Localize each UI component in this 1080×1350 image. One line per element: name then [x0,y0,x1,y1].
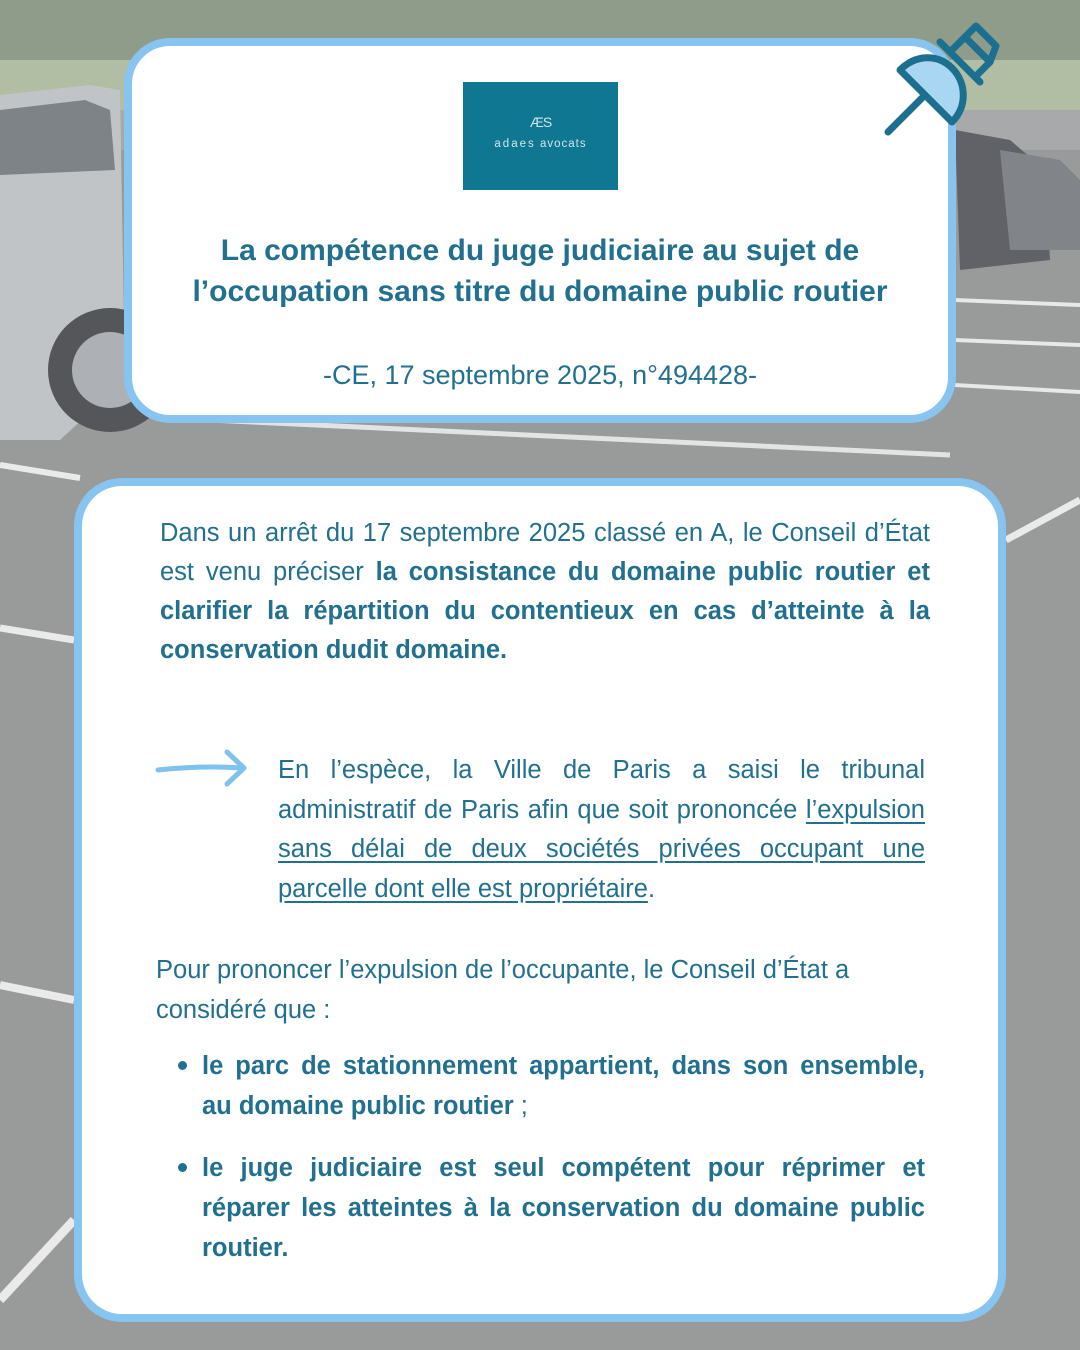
push-pin-icon [880,20,1002,142]
reasoning-intro: Pour prononcer l’expulsion de l’occupante, le Conseil d’État a considéré que : [156,956,850,1024]
facts-paragraph: En l’espèce, la Ville de Paris a saisi le tribunal administratif de Paris afin que soit prononcée l’expulsion sans délai de deux sociétés privées occupant une parcelle dont elle est propriétaire. [278,756,925,903]
arrow-right-icon [152,748,252,788]
page-title: La compétence du juge judiciaire au sujet de l’occupation sans titre du domaine public routier [192,234,888,308]
intro-paragraph: Dans un arrêt du 17 septembre 2025 classé en A, le Conseil d’État est venu préciser la consistance du domaine public routier et clarifier la répartition du contentieux en cas d’atteinte à la conservation dudit domaine. [160,519,930,664]
bullet-icon [178,1163,187,1172]
facts-underlined: l’expulsion sans délai de deux sociétés privées occupant une parcelle dont elle est propriétaire [278,795,925,903]
holdings-list [178,1046,925,1268]
bullet-icon [178,1061,187,1070]
intro-highlight: la consistance du domaine public routier et clarifier la répartition du contentieux en cas d’atteinte à la conservation dudit domaine. [160,558,930,664]
list-item: le parc de stationnement appartient, dans son ensemble, au domaine public routier ; [178,1046,925,1126]
logo-name: adaes avocats [494,138,587,150]
logo-mark: ÆS [529,114,552,130]
list-item: le juge judiciaire est seul compétent pour réprimer et réparer les atteintes à la conservation du domaine public routier. [178,1148,925,1268]
case-reference: -CE, 17 septembre 2025, n°494428- [322,360,758,390]
firm-logo [463,82,618,190]
